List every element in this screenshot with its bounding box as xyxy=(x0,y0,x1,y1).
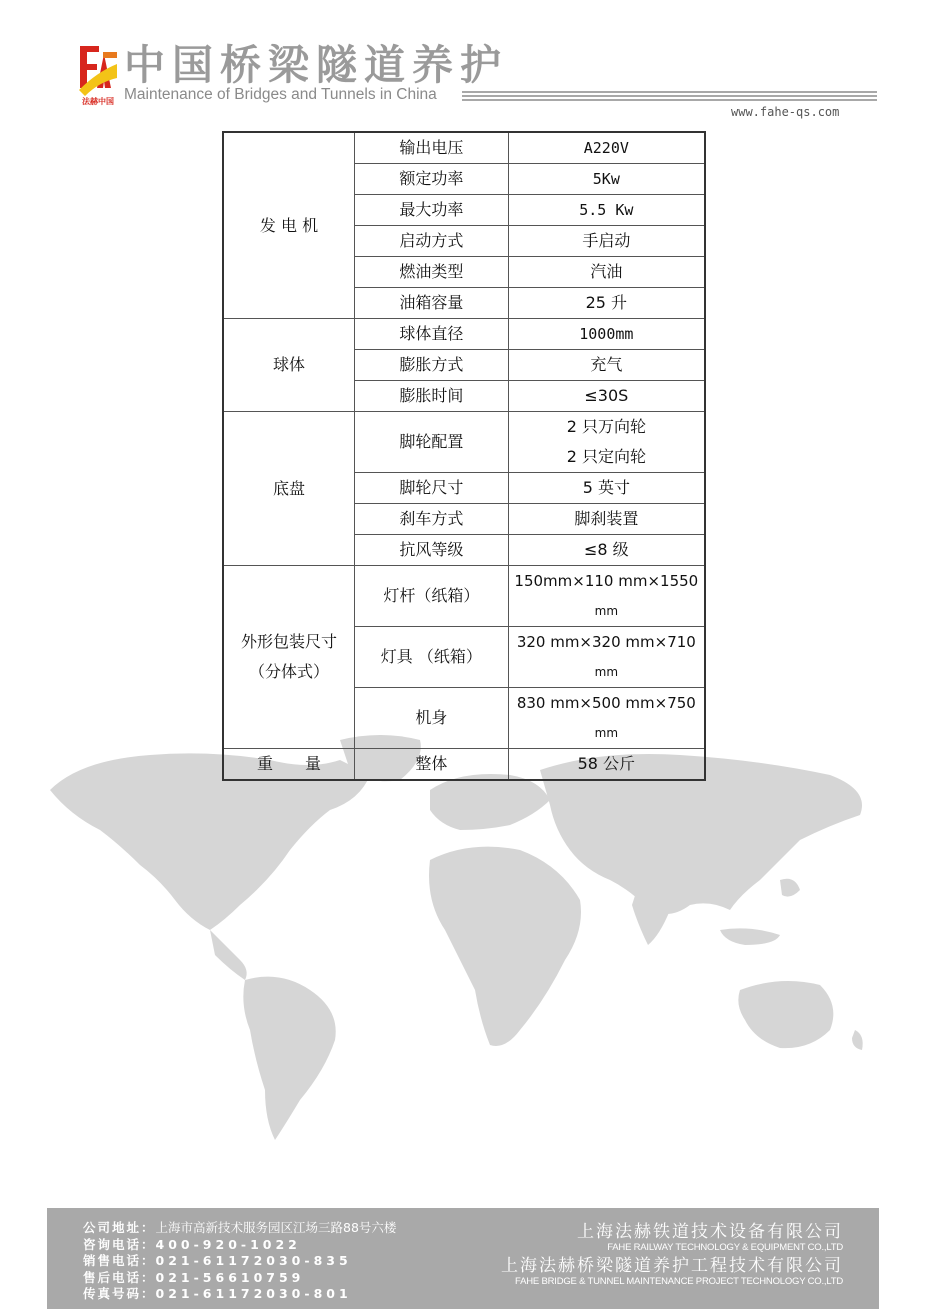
param-name: 球体直径 xyxy=(355,319,509,350)
param-value: 5 英寸 xyxy=(508,473,705,504)
param-value: 手启动 xyxy=(508,226,705,257)
spec-table xyxy=(222,131,706,781)
value-unit: mm xyxy=(594,726,619,740)
group-label: 底盘 xyxy=(223,412,355,566)
group-label: 重 量 xyxy=(223,749,355,781)
company-bridge-en: FAHE BRIDGE & TUNNEL MAINTENANCE PROJECT TECHNOLOGY CO.,LTD xyxy=(515,1276,843,1287)
param-value: 汽油 xyxy=(508,257,705,288)
group-label-line: （分体式） xyxy=(249,662,330,681)
consult-phone-label: 咨询电话： xyxy=(83,1236,156,1252)
param-name: 膨胀时间 xyxy=(355,381,509,412)
param-name: 灯杆（纸箱） xyxy=(355,566,509,627)
param-name: 刹车方式 xyxy=(355,504,509,535)
param-name: 最大功率 xyxy=(355,195,509,226)
header-title-cn: 中国桥梁隧道养护 xyxy=(124,41,508,89)
param-value: ≤30S xyxy=(508,381,705,412)
company-bridge-cn: 上海法赫桥梁隧道养护工程技术有限公司 xyxy=(501,1256,843,1276)
param-value: 5Kw xyxy=(508,164,705,195)
group-label: 球体 xyxy=(223,319,355,412)
contact-info xyxy=(83,1220,396,1303)
table-row xyxy=(223,319,705,350)
value-line: 2 只定向轮 xyxy=(566,447,646,466)
address-label: 公司地址： xyxy=(83,1220,156,1235)
header-divider xyxy=(462,91,877,103)
page-header xyxy=(0,0,926,130)
table-row xyxy=(223,749,705,781)
param-name: 抗风等级 xyxy=(355,535,509,566)
param-name: 油箱容量 xyxy=(355,288,509,319)
param-value: 脚刹装置 xyxy=(508,504,705,535)
param-value: A220V xyxy=(508,132,705,164)
value-unit: mm xyxy=(594,604,619,618)
value-unit: mm xyxy=(594,665,619,679)
page-footer xyxy=(47,1208,879,1309)
aftersales-phone-label: 售后电话： xyxy=(83,1269,156,1285)
company-railway-cn: 上海法赫铁道技术设备有限公司 xyxy=(577,1222,843,1242)
param-name: 启动方式 xyxy=(355,226,509,257)
table-row xyxy=(223,412,705,473)
value-line: 830 mm×500 mm×750 xyxy=(516,694,696,712)
sales-phone-label: 销售电话： xyxy=(83,1253,156,1269)
group-label: 发 电 机 xyxy=(223,132,355,319)
world-map-background xyxy=(40,730,880,1150)
param-value xyxy=(508,688,705,749)
aftersales-phone-value: 021-56610759 xyxy=(155,1269,305,1285)
param-value: 充气 xyxy=(508,350,705,381)
param-name: 整体 xyxy=(355,749,509,781)
param-value xyxy=(508,627,705,688)
value-line: 320 mm×320 mm×710 xyxy=(516,633,696,651)
address-value: 上海市高新技术服务园区江场三路88号六楼 xyxy=(155,1220,397,1235)
param-value: 1000mm xyxy=(508,319,705,350)
param-name: 脚轮尺寸 xyxy=(355,473,509,504)
website-link[interactable]: www.fahe-qs.com xyxy=(731,105,840,119)
param-name: 燃油类型 xyxy=(355,257,509,288)
param-value xyxy=(508,566,705,627)
param-name: 脚轮配置 xyxy=(355,412,509,473)
param-name: 灯具 （纸箱） xyxy=(355,627,509,688)
param-value: ≤8 级 xyxy=(508,535,705,566)
fax-value: 021-61172030-801 xyxy=(155,1286,352,1302)
company-railway-en: FAHE RAILWAY TECHNOLOGY & EQUIPMENT CO.,LTD xyxy=(607,1242,843,1253)
logo-subtext: 法赫中国 xyxy=(82,97,114,106)
fahe-logo xyxy=(77,44,119,106)
group-label-line: 外形包装尺寸 xyxy=(241,632,338,651)
fax-label: 传真号码： xyxy=(83,1286,156,1302)
table-row xyxy=(223,132,705,164)
header-title-en: Maintenance of Bridges and Tunnels in China xyxy=(124,86,437,103)
table-row xyxy=(223,566,705,627)
param-name: 输出电压 xyxy=(355,132,509,164)
param-name: 膨胀方式 xyxy=(355,350,509,381)
group-label xyxy=(223,566,355,749)
company-railway xyxy=(577,1222,843,1253)
param-value: 25 升 xyxy=(508,288,705,319)
sales-phone-value: 021-61172030-835 xyxy=(155,1253,352,1269)
consult-phone-value: 400-920-1022 xyxy=(155,1236,301,1252)
value-line: 150mm×110 mm×1550 xyxy=(514,572,699,590)
param-value: 5.5 Kw xyxy=(508,195,705,226)
value-line: 2 只万向轮 xyxy=(566,417,646,436)
param-name: 额定功率 xyxy=(355,164,509,195)
param-value xyxy=(508,412,705,473)
company-bridge xyxy=(501,1256,843,1287)
param-value: 58 公斤 xyxy=(508,749,705,781)
param-name: 机身 xyxy=(355,688,509,749)
